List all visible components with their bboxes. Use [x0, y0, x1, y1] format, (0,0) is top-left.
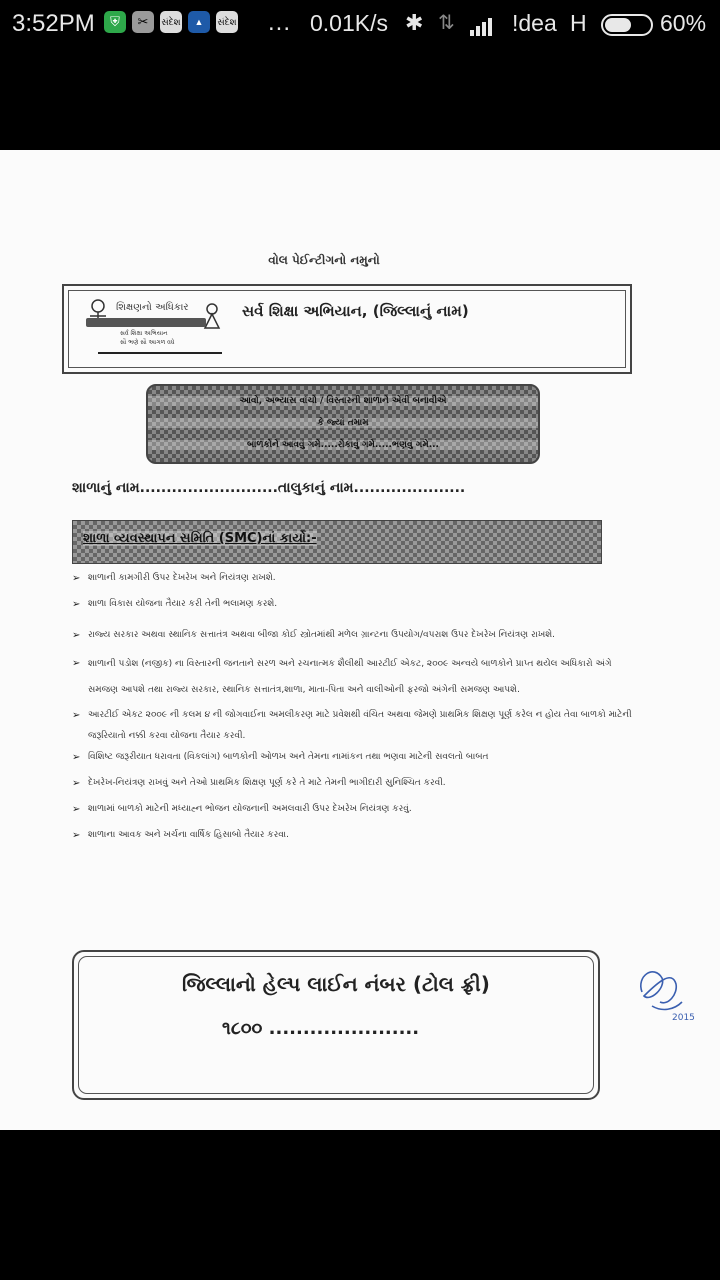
bluetooth-icon: ✱	[405, 10, 424, 35]
bottom-black-area	[0, 1130, 720, 1280]
list-item: ➢ શાળામાં બાળકો માટેની મધ્યાહ્ન ભોજન યોજનાની અમલવારી ઉપર દેખરેખ નિયંત્રણ કરવું.	[72, 801, 642, 818]
bullet-arrow-icon: ➢	[72, 752, 81, 763]
bullet-arrow-icon: ➢	[72, 778, 81, 789]
signature-stamp	[632, 962, 698, 1026]
list-item: ➢ શાળાના આવક અને ખર્ચના વાર્ષિક હિસાબો તૈયાર કરવા.	[72, 827, 642, 844]
bullet-arrow-icon: ➢	[72, 630, 81, 641]
list-item: ➢ વિશિષ્ટ જરૂરીયાત ધરાવતા (વિકલાંગ) બાળકોની ઓળખ અને તેમના નામાંકન તથા ભણવા માટેની સવલતો બાબત	[72, 749, 642, 766]
list-item: ➢ શાળાની પડોશ (નજીક) ના વિસ્તારની જનતાને સરળ અને રચનાત્મક શૈલીથી આરટીઈ એકટ, ૨૦૦૯ અન્વયે બાળકોને પ્રાપ્ત થયેલ અધિકારો અંગે સમજણ આપશે તથા રાજ્ય સરકાર, સ્થાનિક સત્તાતંત્ર,શાળા, માતા-પિતા અને વાલીઓની ફરજો અંગેની સમજણ આપશે.	[72, 651, 642, 703]
more-notifications-icon: ...	[268, 9, 292, 36]
battery-percent: 60%	[660, 10, 707, 36]
section-title: શાળા વ્યવસ્થાપન સમિતિ (SMC)નાં કાર્યો:-	[83, 531, 317, 546]
signal-strength-icon	[470, 14, 500, 36]
status-time: 3:52PM	[12, 10, 95, 37]
smc-duties-list	[72, 570, 642, 853]
bullet-arrow-icon: ➢	[72, 830, 81, 841]
battery-icon	[601, 14, 653, 36]
sandesh-notification-icon: સંદેશ	[216, 11, 238, 33]
list-item: ➢ શાળાની કામગીરી ઉપર દેખરેખ અને નિયંત્રણ રાખશે.	[72, 570, 642, 587]
list-item: ➢ આરટીઈ એકટ ૨૦૦૯ ની કલમ ૪ ની જોગવાઈના અમલીકરણ માટે પ્રવેશથી વંચિત અથવા જેમણે પ્રાથમિક શિક્ષણ પૂર્ણ કરેલ ન હોય તેવા બાળકો માટેની જરૂરિયાતો નક્કી કરવા યોજના તૈયાર કરવી.	[72, 705, 642, 747]
status-bar	[0, 0, 720, 52]
girl-figure-icon	[200, 302, 224, 332]
svg-text:2015: 2015	[672, 1013, 695, 1023]
header-frame	[62, 284, 632, 374]
list-item: ➢ દેખરેખ-નિયંત્રણ રાખવું અને તેઓ પ્રાથમિક શિક્ષણ પૂર્ણ કરે તે માટે તેમની ભાગીદારી સુનિશ્ચિત કરવી.	[72, 775, 642, 792]
notification-icons	[104, 11, 238, 33]
bullet-arrow-icon: ➢	[72, 804, 81, 815]
header-title: સર્વ શિક્ષા અભિયાન, (જિલ્લાનું નામ)	[242, 302, 469, 320]
list-item: ➢ શાળા વિકાસ યોજના તૈયાર કરી તેની ભલામણ કરશે.	[72, 596, 642, 613]
network-speed: 0.01K/s	[310, 10, 388, 36]
pencil-icon	[86, 318, 206, 327]
carrier-name: !dea	[512, 10, 557, 36]
shield-notification-icon: ⛨	[104, 11, 126, 33]
helpline-title: જિલ્લાનો હેલ્પ લાઈન નંબર (ટોલ ફ્રી)	[182, 972, 490, 996]
document-heading: વોલ પેઈન્ટીગનો નમુનો	[268, 253, 380, 267]
bullet-arrow-icon: ➢	[72, 710, 81, 721]
slogan-banner: આવો, અભ્યાસ વાંચો / વિસ્તારની શાળાને એવી બનાવીએ કે જ્યાં તમામ બાળકોને આવવું ગમે.....રોકાવું ગમે.....ભણવું ગમે...	[146, 384, 540, 464]
section-header-bar	[72, 520, 602, 564]
bullet-arrow-icon: ➢	[72, 658, 81, 669]
document-image[interactable]	[0, 150, 720, 1130]
bullet-arrow-icon: ➢	[72, 573, 81, 584]
tool-notification-icon: ✂	[132, 11, 154, 33]
helpline-box	[72, 950, 600, 1100]
bullet-arrow-icon: ➢	[72, 599, 81, 610]
list-item: ➢ રાજ્ય સરકાર અથવા સ્થાનિક સત્તાતંત્ર અથવા બીજા કોઈ સ્ત્રોતમાંથી મળેલ ગ્રાન્ટના ઉપયોગ/વપરાશ ઉપર દેખરેખ નિયંત્રણ રાખશે.	[72, 622, 642, 649]
rte-logo: શિક્ષણનો અધિકાર સર્વ શિક્ષા અભિયાન સૌ ભણે સૌ આગળ વધે	[84, 298, 224, 356]
data-transfer-icon: ⇅	[438, 12, 455, 34]
bank-notification-icon: ▲	[188, 11, 210, 33]
school-taluka-name-row: શાળાનું નામ..........................તાલુકાનું નામ.....................	[72, 480, 466, 496]
network-type: H	[570, 10, 587, 36]
sandesh-notification-icon: સંદેશ	[160, 11, 182, 33]
helpline-number: ૧૮૦૦ ......................	[222, 1018, 420, 1039]
